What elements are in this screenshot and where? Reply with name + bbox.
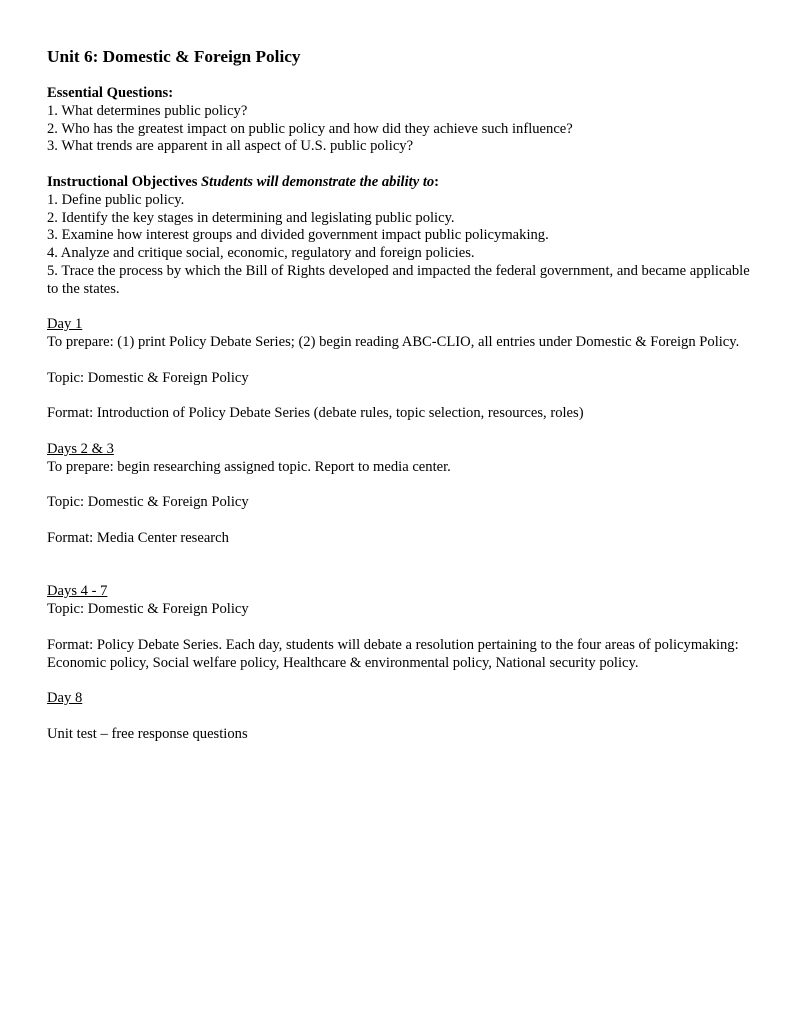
objectives-heading <box>47 174 752 192</box>
days2-3-label: Days 2 & 3 <box>47 440 114 457</box>
days4-7-section <box>47 583 752 672</box>
objectives-heading-colon: : <box>434 173 440 190</box>
days4-7-label: Days 4 - 7 <box>47 583 108 600</box>
day8-test: Unit test – free response questions <box>47 725 248 742</box>
day1-label: Day 1 <box>47 316 83 333</box>
objective-item: 4. Analyze and critique social, economic, regulatory and foreign policies. <box>47 245 475 262</box>
day1-section <box>47 316 752 423</box>
days2-3-prepare: To prepare: begin researching assigned topic. Report to media center. <box>47 458 451 475</box>
objectives-section <box>47 174 752 299</box>
day8-section <box>47 690 752 743</box>
essential-question-item: 3. What trends are apparent in all aspect of U.S. public policy? <box>47 138 414 155</box>
days4-7-topic: Topic: Domestic & Foreign Policy <box>47 601 249 618</box>
days2-3-section <box>47 441 752 548</box>
objective-item: 3. Examine how interest groups and divided government impact public policymaking. <box>47 227 549 244</box>
day8-label: Day 8 <box>47 690 83 707</box>
objective-item: 5. Trace the process by which the Bill of Rights developed and impacted the federal government, and became applicable to the states. <box>47 262 750 297</box>
objective-item: 1. Define public policy. <box>47 191 185 208</box>
essential-questions-heading: Essential Questions: <box>47 85 174 101</box>
objectives-heading-text: Instructional Objectives <box>47 173 202 190</box>
days4-7-format: Format: Policy Debate Series. Each day, students will debate a resolution pertaining to the four areas of policymaking: Economic policy, Social welfare policy, Healthcare & environmental policy, National security policy. <box>47 636 739 671</box>
day1-prepare: To prepare: (1) print Policy Debate Series; (2) begin reading ABC-CLIO, all entries under Domestic & Foreign Policy. <box>47 334 740 351</box>
page-title: Unit 6: Domestic & Foreign Policy <box>47 47 301 66</box>
essential-question-item: 2. Who has the greatest impact on public policy and how did they achieve such influence? <box>47 120 573 137</box>
document-page <box>47 46 752 743</box>
essential-questions-section <box>47 85 752 156</box>
day1-topic: Topic: Domestic & Foreign Policy <box>47 369 249 386</box>
essential-question-item: 1. What determines public policy? <box>47 102 248 119</box>
days2-3-topic: Topic: Domestic & Foreign Policy <box>47 494 249 511</box>
days2-3-format: Format: Media Center research <box>47 529 229 546</box>
day1-format: Format: Introduction of Policy Debate Series (debate rules, topic selection, resources, roles) <box>47 405 584 422</box>
objective-item: 2. Identify the key stages in determining and legislating public policy. <box>47 209 455 226</box>
objectives-heading-italic: Students will demonstrate the ability to <box>201 173 435 190</box>
